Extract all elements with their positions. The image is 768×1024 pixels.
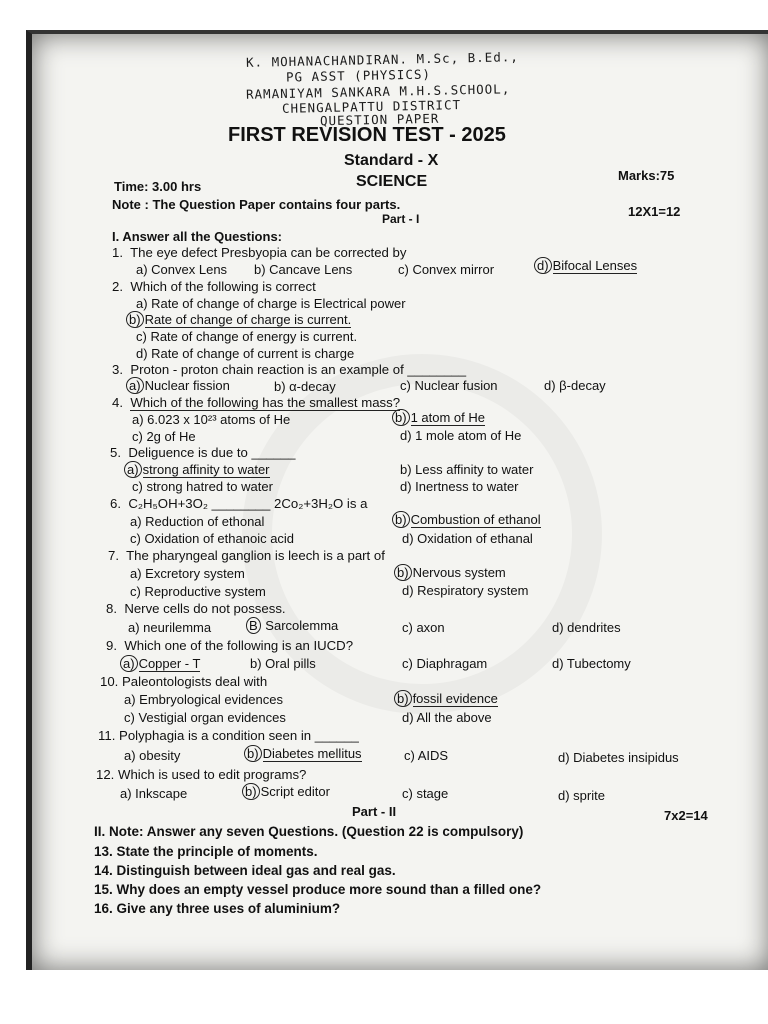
answer-circle: b) [394,690,412,707]
q1-option-b: b) Cancave Lens [254,262,353,277]
handwritten-teacher-name: K. MOHANACHANDIRAN. M.Sc, B.Ed., [245,49,519,70]
question-16: 16. Give any three uses of aluminium? [94,901,341,916]
q6-option-d: d) Oxidation of ethanal [402,531,533,546]
q7-option-d: d) Respiratory system [402,583,529,598]
answer-circle: B [246,617,261,634]
q5-option-d: d) Inertness to water [400,479,519,494]
q10-option-c: c) Vestigial organ evidences [124,710,286,725]
standard-label: Standard - X [344,152,439,169]
q6-option-b-answer: b) Combustion of ethanol [392,512,541,527]
q10-option-d: d) All the above [402,710,492,725]
handwritten-school: RAMANIYAM SANKARA M.H.S.SCHOOL, [245,81,511,102]
q9-option-a-answer: a) Copper - T [120,656,200,671]
question-9: 9. Which one of the following is an IUCD? [106,638,354,653]
part-2-title: Part - II [352,804,397,819]
answer-circle: a) [126,377,144,394]
question-paper [26,30,768,970]
q3-option-a-answer: a) Nuclear fission [126,378,230,393]
q1-option-c: c) Convex mirror [398,262,495,277]
answer-circle: b) [242,783,260,800]
q2-option-a: a) Rate of change of charge is Electrical power [136,296,406,311]
q4-option-b-answer: b) 1 atom of He [392,410,485,425]
answer-circle: b) [394,564,412,581]
part-1-title: Part - I [382,212,420,226]
q4-option-d: d) 1 mole atom of He [400,428,522,443]
question-11: 11. Polyphagia is a condition seen in ______ [98,728,359,743]
handwritten-district: CHENGALPATTU DISTRICT [281,97,462,116]
question-12: 12. Which is used to edit programs? [96,767,307,782]
marks-label: Marks:75 [618,168,675,183]
handwritten-designation: PG ASST (PHYSICS) [285,66,432,85]
time-label: Time: 3.00 hrs [114,179,202,194]
q3-option-b: b) α-decay [274,379,336,394]
question-3: 3. Proton - proton chain reaction is an example of ________ [112,362,467,377]
question-14: 14. Distinguish between ideal gas and real gas. [94,863,396,878]
question-6: 6. C₂H₅OH+3O₂ ________ 2Co₂+3H₂O is a [110,496,368,511]
part-2-note: II. Note: Answer any seven Questions. (Question 22 is compulsory) [94,824,524,839]
q9-option-c: c) Diaphragam [402,656,488,671]
q2-option-d: d) Rate of change of current is charge [136,346,355,361]
q9-option-d: d) Tubectomy [552,656,631,671]
question-15: 15. Why does an empty vessel produce more sound than a filled one? [94,882,542,897]
answer-circle: b) [244,745,262,762]
question-7: 7. The pharyngeal ganglion is leech is a part of [108,548,385,563]
exam-title: FIRST REVISION TEST - 2025 [228,124,506,146]
q7-option-a: a) Excretory system [130,566,245,581]
q11-option-b-answer: b) Diabetes mellitus [244,746,362,761]
q5-option-b: b) Less affinity to water [400,462,534,477]
question-2: 2. Which of the following is correct [112,279,316,294]
q3-option-c: c) Nuclear fusion [400,378,498,393]
q5-option-a-answer: a) strong affinity to water [124,462,270,477]
q1-option-d-answer: d) Bifocal Lenses [534,258,637,273]
q6-option-a: a) Reduction of ethonal [130,514,265,529]
question-13: 13. State the principle of moments. [94,844,318,859]
q9-option-b: b) Oral pills [250,656,316,671]
note-label: Note : The Question Paper contains four parts. [112,197,401,212]
question-4: 4. Which of the following has the smallest mass? [112,395,401,410]
answer-circle: b) [392,409,410,426]
q8-option-a: a) neurilemma [128,620,212,635]
q12-option-a: a) Inkscape [120,786,188,801]
part-2-marks: 7x2=14 [664,808,708,823]
question-1: 1. The eye defect Presbyopia can be corrected by [112,245,407,260]
q7-option-b-answer: b) Nervous system [394,565,506,580]
q12-option-d: d) sprite [558,788,605,803]
question-5: 5. Deliguence is due to ______ [110,445,296,460]
q4-option-a: a) 6.023 x 10²³ atoms of He [132,412,291,427]
instruction-answer-all: I. Answer all the Questions: [112,229,282,244]
q10-option-a: a) Embryological evidences [124,692,283,707]
answer-circle: a) [120,655,138,672]
q10-option-b-answer: b) fossil evidence [394,691,498,706]
q11-option-a: a) obesity [124,748,181,763]
q8-option-d: d) dendrites [552,620,621,635]
q11-option-d: d) Diabetes insipidus [558,750,679,765]
q5-option-c: c) strong hatred to water [132,479,273,494]
handwritten-question-paper: QUESTION PAPER [319,110,440,129]
q7-option-c: c) Reproductive system [130,584,266,599]
part-1-marks: 12X1=12 [628,204,681,219]
q1-option-a: a) Convex Lens [136,262,228,277]
answer-circle: d) [534,257,552,274]
q3-option-d: d) β-decay [544,378,606,393]
q12-option-c: c) stage [402,786,449,801]
subject-label: SCIENCE [356,173,428,190]
q12-option-b-answer: b) Script editor [242,784,330,799]
q8-option-b-answer: B Sarcolemma [246,618,338,633]
q11-option-c: c) AIDS [404,748,449,763]
answer-circle: b) [392,511,410,528]
q2-option-b-answer: b) Rate of change of charge is current. [126,312,351,327]
question-10: 10. Paleontologists deal with [100,674,268,689]
q4-option-c: c) 2g of He [132,429,196,444]
q8-option-c: c) axon [402,620,445,635]
q6-option-c: c) Oxidation of ethanoic acid [130,531,295,546]
q2-option-c: c) Rate of change of energy is current. [136,329,358,344]
answer-circle: a) [124,461,142,478]
question-8: 8. Nerve cells do not possess. [106,601,286,616]
answer-circle: b) [126,311,144,328]
